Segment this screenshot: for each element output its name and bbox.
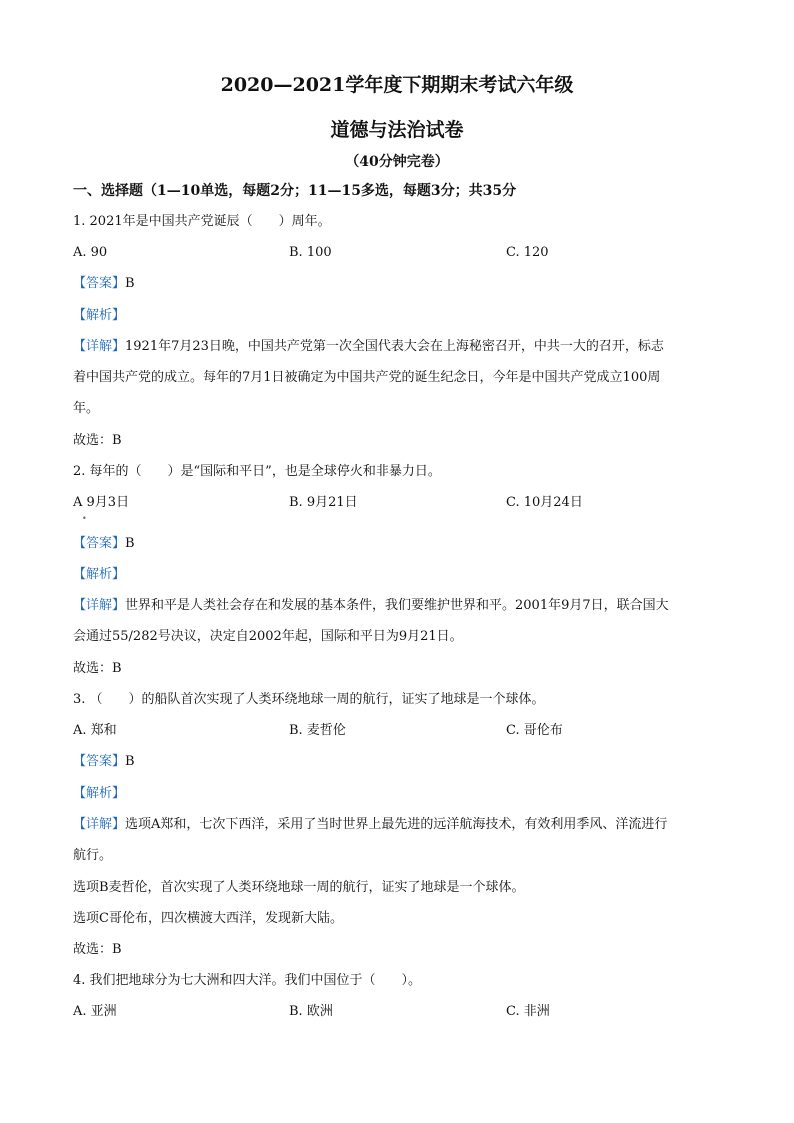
question-1-detail-line: 着中国共产党的成立。每年的7月1日被确定为中国共产党的诞生纪念日，今年是中国共产党成立100周: [73, 370, 661, 385]
question-1-choice: 故选：B: [73, 433, 122, 448]
question-1-option-c: C. 120: [506, 245, 549, 260]
question-1-stem: 1. 2021年是中国共产党诞辰（ ）周年。: [73, 214, 331, 229]
detail-tag: 【详解】: [73, 817, 126, 832]
answer-value: B: [125, 536, 135, 551]
question-3-detail-line: 选项C哥伦布，四次横渡大西洋，发现新大陆。: [73, 911, 343, 926]
detail-tag: 【详解】: [73, 339, 126, 354]
answer-tag: 【答案】: [73, 754, 126, 769]
answer-tag: 【答案】: [73, 536, 126, 551]
question-3-detail-line: [73, 816, 667, 834]
question-4-option-a: A. 亚洲: [73, 1004, 117, 1019]
question-4-option-c: C. 非洲: [506, 1004, 550, 1019]
question-4-stem: 4. 我们把地球分为七大洲和四大洋。我们中国位于（ ）。: [73, 973, 422, 988]
question-3-detail-line: 选项B麦哲伦，首次实现了人类环绕地球一周的航行，证实了地球是一个球体。: [73, 880, 525, 895]
answer-value: B: [125, 276, 135, 291]
question-3-option-b: B. 麦哲伦: [289, 723, 346, 738]
question-1-analysis-tag: 【解析】: [73, 308, 126, 323]
question-3-choice: 故选：B: [73, 942, 122, 957]
question-2-answer: [73, 535, 135, 553]
question-1-answer: [73, 275, 135, 293]
question-1-detail-line: 年。: [73, 401, 100, 416]
question-3-answer: [73, 753, 135, 771]
detail-tag: 【详解】: [73, 598, 126, 613]
detail-text: 1921年7月23日晚，中国共产党第一次全国代表大会在上海秘密召开，中共一大的召开，标志: [125, 339, 664, 354]
question-2-analysis-tag: 【解析】: [73, 567, 126, 582]
exam-time-note: （40分钟完卷）: [345, 154, 449, 170]
question-3-analysis-tag: 【解析】: [73, 786, 126, 801]
question-2-choice: 故选：B: [73, 661, 122, 676]
exam-title: 2020—2021学年度下期期末考试六年级: [220, 74, 574, 96]
question-3-option-a: A. 郑和: [73, 723, 117, 738]
detail-text: 选项A郑和，七次下西洋，采用了当时世界上最先进的远洋航海技术，有效利用季风、洋流进行: [125, 817, 668, 832]
question-3-detail-line: 航行。: [73, 848, 113, 863]
question-1-option-b: B. 100: [289, 245, 332, 260]
detail-text: 世界和平是人类社会存在和发展的基本条件，我们要维护世界和平。2001年9月7日，联合国大: [125, 598, 669, 613]
question-2-option-b: B. 9月21日: [289, 495, 358, 510]
answer-tag: 【答案】: [73, 276, 126, 291]
question-1-option-a: A. 90: [73, 245, 108, 260]
answer-value: B: [125, 754, 135, 769]
question-2-option-c: C. 10月24日: [506, 495, 583, 510]
section-heading: 一、选择题（1—10单选，每题2分；11—15多选，每题3分；共35分: [73, 183, 517, 199]
question-2-stem: 2. 每年的（ ）是“国际和平日”，也是全球停火和非暴力日。: [73, 464, 441, 479]
question-4-option-b: B. 欧洲: [289, 1004, 333, 1019]
question-2-detail-line: 会通过55/282号决议，决定自2002年起，国际和平日为9月21日。: [73, 629, 463, 644]
question-2-detail-line: [73, 597, 669, 615]
exam-subject: 道德与法治试卷: [330, 119, 464, 141]
stray-dot-mark: •: [82, 514, 87, 523]
question-3-option-c: C. 哥伦布: [506, 723, 563, 738]
question-2-option-a: A 9月3日: [73, 495, 130, 510]
question-3-stem: 3. （ ）的船队首次实现了人类环绕地球一周的航行，证实了地球是一个球体。: [73, 692, 545, 707]
question-1-detail-line: [73, 338, 664, 356]
